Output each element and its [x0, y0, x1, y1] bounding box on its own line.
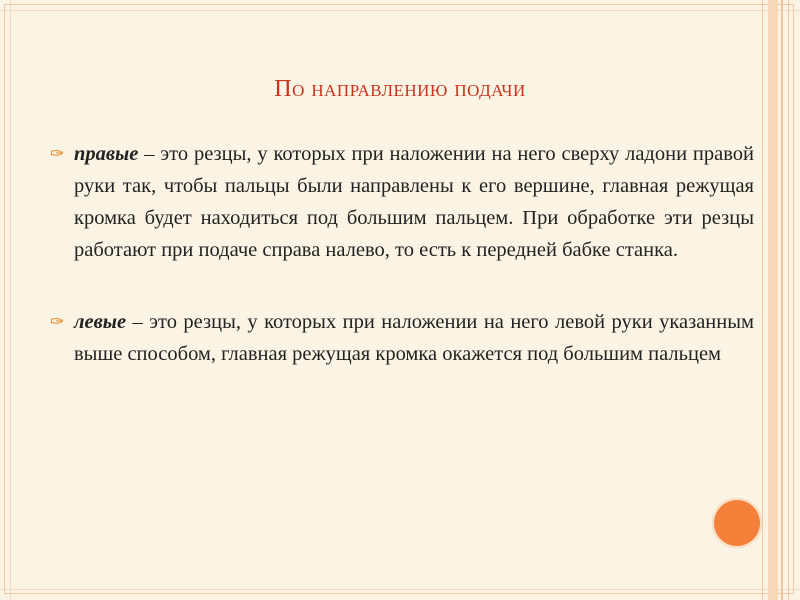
bullet-item-right — [48, 138, 754, 266]
item-text: – это резцы, у которых при наложении на него сверху ладони правой руки так, чтобы пальцы были направлены к его вершине, главная режущая кромка будет находиться под большим пальцем. При обработке эти резцы работают при подаче справа налево, то есть к передней бабке станка. — [74, 143, 754, 261]
decorative-circle-icon — [712, 498, 762, 548]
item-text: – это резцы, у которых при наложении на него левой руки указанным выше способом, главная режущая кромка окажется под большим пальцем — [74, 311, 754, 365]
bullet-icon: ✑ — [50, 312, 65, 332]
bullet-icon: ✑ — [50, 144, 65, 164]
term-label: левые — [74, 311, 127, 333]
bottom-border-line — [0, 589, 800, 590]
slide-body — [48, 138, 754, 370]
bullet-item-left — [48, 306, 754, 370]
top-border-line — [0, 10, 800, 11]
slide-title: По направлению подачи — [274, 76, 526, 102]
term-label: правые — [74, 143, 139, 165]
